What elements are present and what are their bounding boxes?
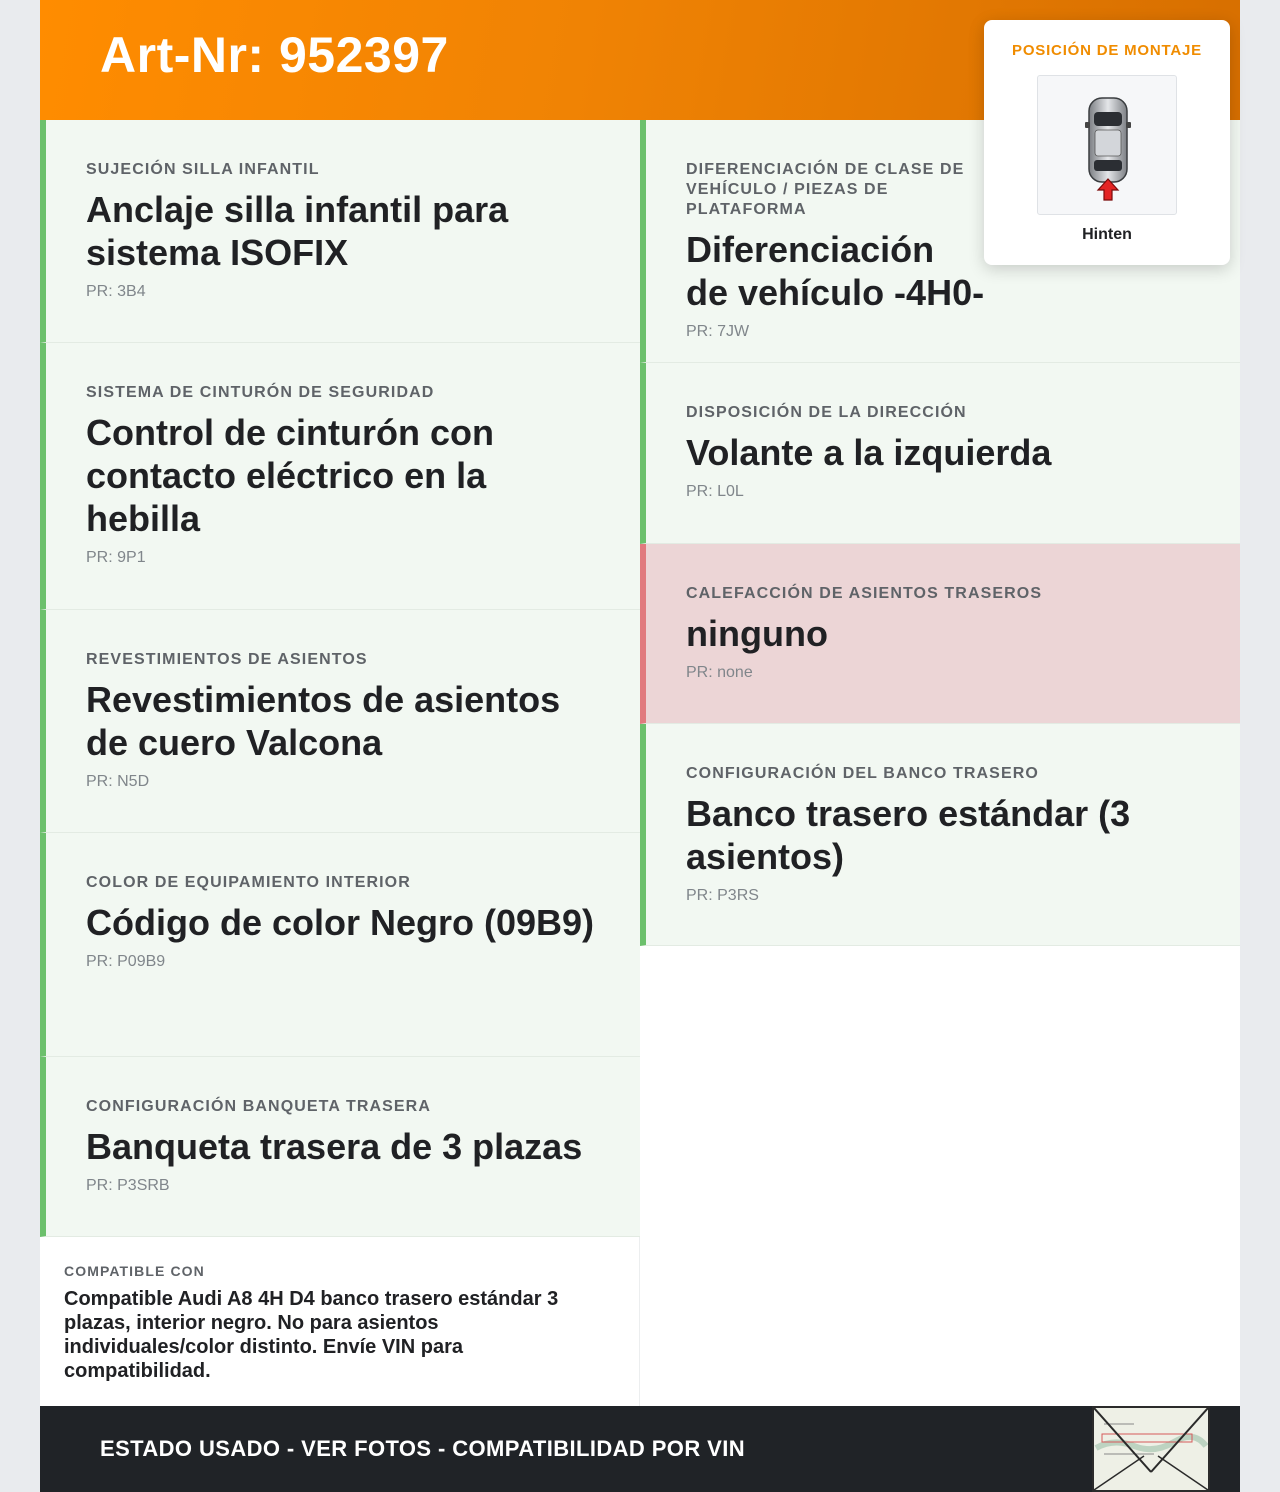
spec-pr-code: PR: P3SRB bbox=[86, 1177, 170, 1194]
spec-value: Código de color Negro (09B9) bbox=[86, 902, 595, 943]
article-number-title: Art-Nr: 952397 bbox=[100, 27, 449, 83]
spec-category: REVESTIMIENTOS DE ASIENTOS bbox=[86, 651, 368, 668]
spec-value: Control de cinturón con contacto eléctrico en la hebilla bbox=[86, 412, 494, 539]
mounting-position-label: Hinten bbox=[1082, 226, 1132, 243]
spec-card bbox=[40, 833, 640, 1057]
spec-card bbox=[40, 610, 640, 833]
spec-card bbox=[40, 343, 640, 610]
spec-pr-code: PR: 3B4 bbox=[86, 283, 146, 300]
footer-bar bbox=[40, 1406, 1240, 1492]
spec-value: Banqueta trasera de 3 plazas bbox=[86, 1126, 583, 1167]
compatibility-label: COMPATIBLE CON bbox=[64, 1263, 205, 1279]
spec-value: Banco trasero estándar (3 asientos) bbox=[686, 793, 1131, 877]
spec-card bbox=[640, 724, 1240, 946]
spec-card-mismatch bbox=[640, 544, 1240, 724]
footer-text: ESTADO USADO - VER FOTOS - COMPATIBILIDAD POR VIN bbox=[100, 1436, 745, 1461]
spec-card bbox=[40, 120, 640, 343]
page bbox=[40, 0, 1240, 1492]
spec-value: Diferenciación de vehículo -4H0- bbox=[686, 229, 985, 313]
spec-category: COLOR DE EQUIPAMIENTO INTERIOR bbox=[86, 874, 411, 891]
mounting-position-title: POSICIÓN DE MONTAJE bbox=[1012, 42, 1202, 59]
spec-value: Revestimientos de asientos de cuero Valcona bbox=[86, 679, 561, 763]
compatibility-section bbox=[40, 1237, 640, 1406]
spec-pr-code: PR: P09B9 bbox=[86, 953, 166, 970]
spec-pr-code: PR: L0L bbox=[686, 483, 744, 500]
spec-category: CONFIGURACIÓN BANQUETA TRASERA bbox=[86, 1098, 431, 1115]
spec-category: DIFERENCIACIÓN DE CLASE DE VEHÍCULO / PIEZAS DE PLATAFORMA bbox=[686, 161, 965, 218]
left-column bbox=[40, 120, 640, 1237]
spec-pr-code: PR: 9P1 bbox=[86, 549, 146, 566]
spec-card bbox=[640, 363, 1240, 544]
spec-category: CONFIGURACIÓN DEL BANCO TRASERO bbox=[686, 765, 1039, 782]
compatibility-text: Compatible Audi A8 4H D4 banco trasero estándar 3 plazas, interior negro. No para asientos individuales/color distinto. Envíe VIN para compatibilidad. bbox=[64, 1288, 559, 1382]
spec-category: DISPOSICIÓN DE LA DIRECCIÓN bbox=[686, 404, 967, 421]
spec-category: SISTEMA DE CINTURÓN DE SEGURIDAD bbox=[86, 384, 435, 401]
spec-pr-code: PR: none bbox=[686, 664, 753, 681]
spec-value: Anclaje silla infantil para sistema ISOFIX bbox=[86, 189, 509, 273]
spec-value: Volante a la izquierda bbox=[686, 432, 1052, 473]
spec-value: ninguno bbox=[686, 613, 828, 654]
mounting-position-popup bbox=[984, 20, 1230, 265]
car-top-view-rear-arrow-icon bbox=[1037, 75, 1177, 215]
spec-category: CALEFACCIÓN DE ASIENTOS TRASEROS bbox=[686, 585, 1043, 602]
spec-category: SUJECIÓN SILLA INFANTIL bbox=[86, 161, 320, 178]
spec-pr-code: PR: N5D bbox=[86, 773, 150, 790]
spec-pr-code: PR: P3RS bbox=[686, 887, 759, 904]
spec-card bbox=[40, 1057, 640, 1237]
spec-pr-code: PR: 7JW bbox=[686, 323, 750, 340]
document-envelope-stamp-icon bbox=[1092, 1406, 1210, 1492]
